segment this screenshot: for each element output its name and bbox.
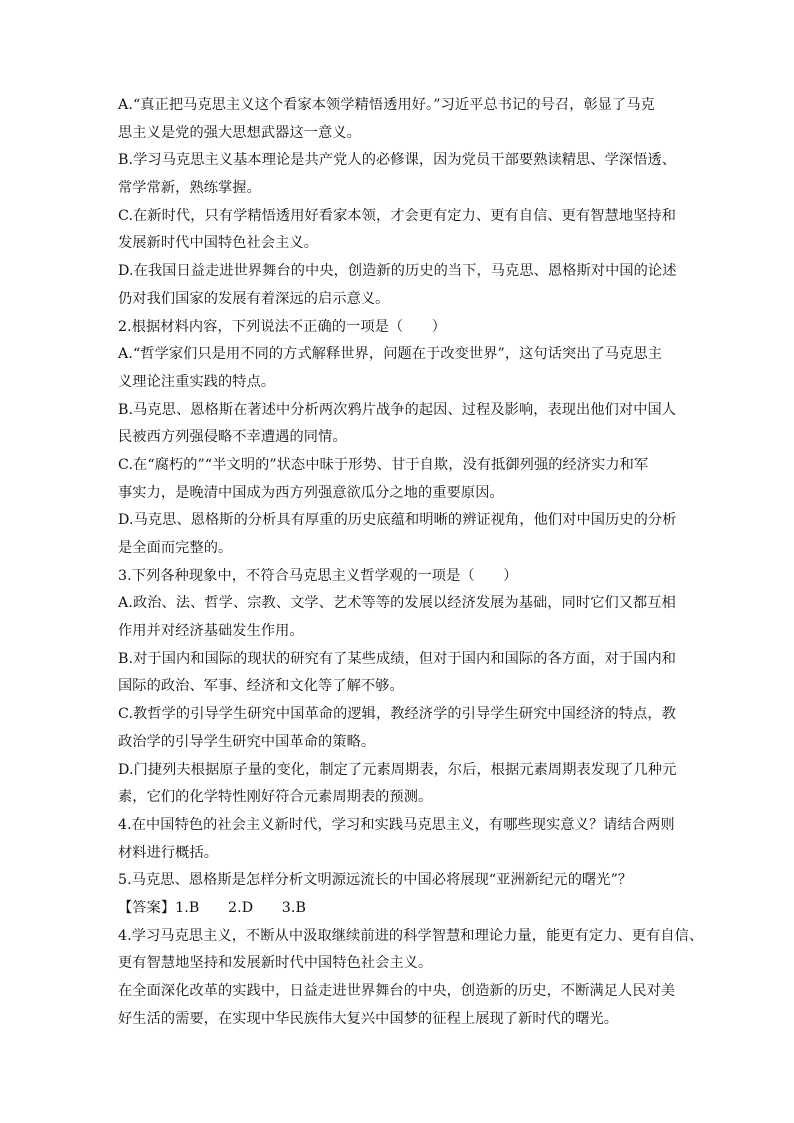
question2-option-a-line1: A.“哲学家们只是用不同的方式解释世界，问题在于改变世界”，这句话突出了马克思主	[118, 346, 663, 363]
answer4-line1: 4.学习马克思主义，不断从中汲取继续前进的科学智慧和理论力量，能更有定力、更有自信、	[118, 927, 704, 944]
question1-option-d-line1: D.在我国日益走进世界舞台的中央，创造新的历史的当下，马克思、恩格斯对中国的论述	[118, 263, 677, 280]
question2-option-b-line2: 民被西方列强侵略不幸遭遇的同情。	[118, 429, 347, 446]
question2-option-c-line2: 事实力，是晚清中国成为西方列强意欲瓜分之地的重要原因。	[118, 484, 504, 501]
question3-stem: 3.下列各种现象中，不符合马克思主义哲学观的一项是（ ）	[118, 567, 518, 584]
question1-option-c-line1: C.在新时代，只有学精悟透用好看家本领，才会更有定力、更有自信、更有智慧地坚持和	[118, 207, 676, 224]
question3-option-c-line2: 政治学的引导学生研究中国革命的策略。	[118, 733, 376, 750]
question2-option-d-line1: D.马克思、恩格斯的分析具有厚重的历史底蕴和明晰的辨证视角，他们对中国历史的分析	[118, 512, 677, 529]
question2-stem: 2.根据材料内容，下列说法不正确的一项是（ ）	[118, 318, 447, 335]
question3-option-d-line2: 素，它们的化学特性刚好符合元素周期表的预测。	[118, 789, 433, 806]
question1-option-b-line2: 常学常新，熟练掌握。	[118, 180, 261, 197]
question3-option-d-line1: D.门捷列夫根据原子量的变化，制定了元素周期表，尔后，根据元素周期表发现了几种元	[118, 761, 677, 778]
question4-line2: 材料进行概括。	[118, 844, 219, 861]
question3-option-b-line2: 国际的政治、军事、经济和文化等了解不够。	[118, 678, 404, 695]
answer4-line4: 好生活的需要，在实现中华民族伟大复兴中国梦的征程上展现了新时代的曙光。	[118, 1010, 619, 1027]
question3-option-b-line1: B.对于国内和国际的现状的研究有了某些成绩，但对于国内和国际的各方面，对于国内和	[118, 650, 677, 667]
question2-option-b-line1: B.马克思、恩格斯在著述中分析两次鸦片战争的起因、过程及影响，表现出他们对中国人	[118, 401, 677, 418]
question1-option-a-line1: A.“真正把马克思主义这个看家本领学精悟透用好。”习近平总书记的号召，彰显了马克	[118, 97, 655, 113]
question1-option-d-line2: 仍对我们国家的发展有着深远的启示意义。	[118, 290, 390, 307]
question5: 5.马克思、恩格斯是怎样分析文明源远流长的中国必将展现“亚洲新纪元的曙光”？	[118, 872, 633, 889]
answer4-line2: 更有智慧地坚持和发展新时代中国特色社会主义。	[118, 955, 433, 972]
question1-option-c-line2: 发展新时代中国特色社会主义。	[118, 235, 319, 252]
answer4-line3: 在全面深化改革的实践中，日益走进世界舞台的中央，创造新的历史，不断满足人民对美	[118, 983, 676, 999]
question2-option-d-line2: 是全面而完整的。	[118, 540, 233, 556]
question1-option-b-line1: B.学习马克思主义基本理论是共产党人的必修课，因为党员干部要熟读精思、学深悟透、	[118, 152, 677, 169]
document-body	[118, 92, 704, 1033]
question2-option-a-line2: 义理论注重实践的特点。	[118, 373, 276, 390]
question3-option-c-line1: C.教哲学的引导学生研究中国革命的逻辑，教经济学的引导学生研究中国经济的特点，教	[118, 706, 676, 723]
answer-key: 【答案】1.B 2.D 3.B	[118, 899, 307, 916]
question3-option-a-line1: A.政治、法、哲学、宗教、文学、艺术等等的发展以经济发展为基础，同时它们又都互相	[118, 595, 676, 612]
question4-line1: 4.在中国特色的社会主义新时代，学习和实践马克思主义，有哪些现实意义？请结合两则	[118, 816, 675, 833]
question1-option-a-line2: 思主义是党的强大思想武器这一意义。	[118, 124, 361, 141]
question2-option-c-line1: C.在“腐朽的”“半文明的”状态中昧于形势、甘于自欺，没有抵御列强的经济实力和军	[118, 456, 649, 473]
question3-option-a-line2: 作用并对经济基础发生作用。	[118, 623, 304, 640]
